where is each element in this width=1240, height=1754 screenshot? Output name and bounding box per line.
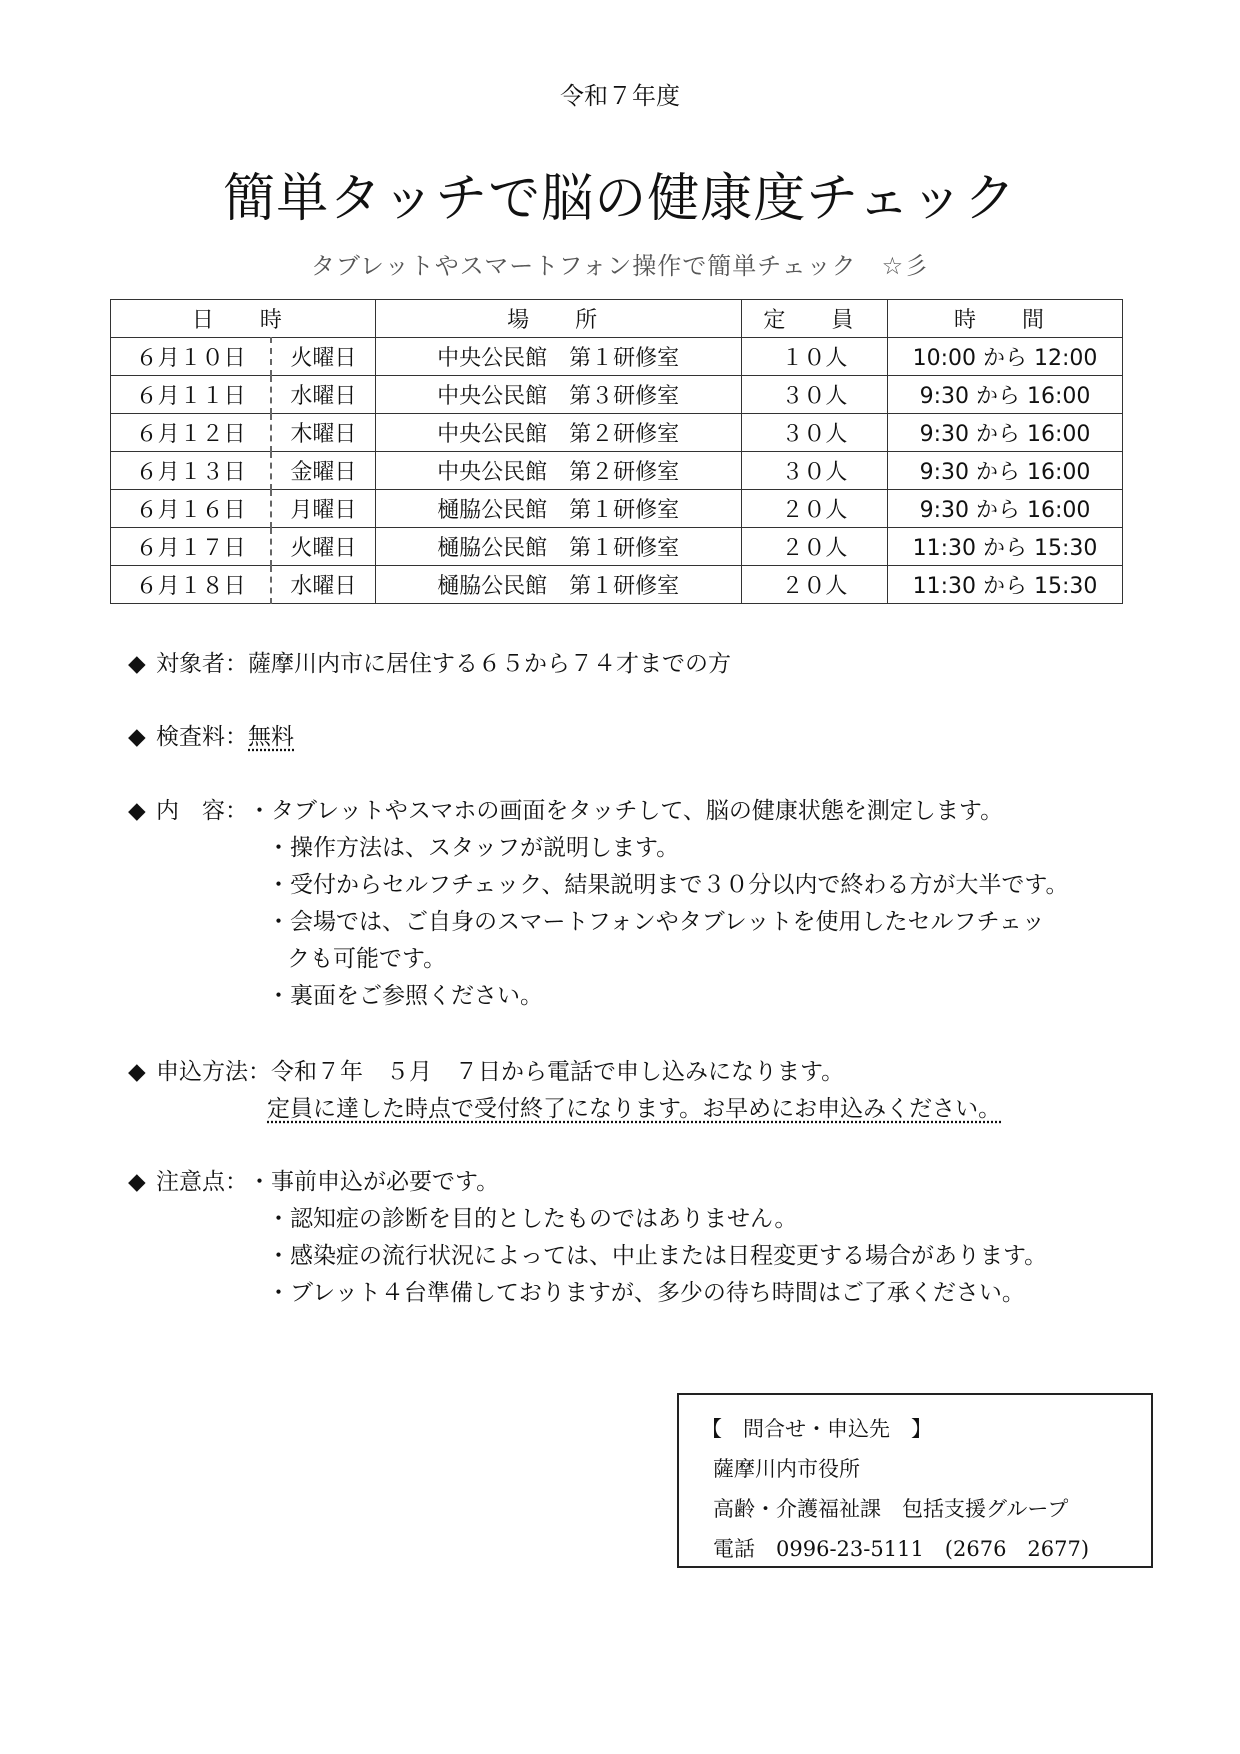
cell-capacity: ２０人 — [741, 566, 887, 604]
content-section — [128, 793, 1069, 1015]
cell-venue: 中央公民館 第３研修室 — [375, 376, 741, 414]
cell-day: 金曜日 — [271, 452, 375, 490]
cell-day: 火曜日 — [271, 528, 375, 566]
cell-venue: 中央公民館 第２研修室 — [375, 452, 741, 490]
target-text: 薩摩川内市に居住する６５から７４才までの方 — [248, 651, 731, 677]
cell-time: 9:30 から 16:00 — [888, 376, 1123, 414]
target-section — [128, 646, 731, 683]
cell-date: ６月１１日 — [111, 376, 272, 414]
fee-label: 検査料： — [156, 724, 248, 750]
page-title: 簡単タッチで脳の健康度チェック — [223, 169, 1017, 229]
cell-time: 10:00 から 12:00 — [888, 338, 1123, 376]
cell-day: 水曜日 — [271, 376, 375, 414]
notes-section — [128, 1164, 1047, 1312]
content-item: クも可能です。 — [287, 946, 447, 972]
application-section — [128, 1054, 1001, 1128]
table-row — [111, 376, 1123, 414]
fee-section — [128, 719, 294, 756]
cell-capacity: ３０人 — [741, 452, 887, 490]
header-time: 時 間 — [888, 300, 1123, 338]
content-item: ・裏面をご参照ください。 — [267, 983, 543, 1009]
cell-venue: 中央公民館 第１研修室 — [375, 338, 741, 376]
header-venue: 場 所 — [375, 300, 741, 338]
cell-date: ６月１６日 — [111, 490, 272, 528]
cell-venue: 樋脇公民館 第１研修室 — [375, 528, 741, 566]
table-row — [111, 338, 1123, 376]
cell-day: 水曜日 — [271, 566, 375, 604]
schedule-table — [110, 299, 1123, 604]
schedule-header-row — [111, 300, 1123, 338]
content-item: ・タブレットやスマホの画面をタッチして、脳の健康状態を測定します。 — [248, 798, 1004, 824]
table-row — [111, 528, 1123, 566]
notes-item: ・感染症の流行状況によっては、中止または日程変更する場合があります。 — [267, 1243, 1048, 1269]
cell-capacity: ２０人 — [741, 528, 887, 566]
page-subtitle: タブレットやスマートフォン操作で簡単チェック ☆彡 — [310, 252, 930, 280]
cell-capacity: ３０人 — [741, 376, 887, 414]
notes-item: ・認知症の診断を目的としたものではありません。 — [267, 1206, 798, 1232]
contact-phone: 電話 0996-23-5111 (2676 2677) — [713, 1537, 1090, 1561]
cell-date: ６月１３日 — [111, 452, 272, 490]
cell-time: 9:30 から 16:00 — [888, 414, 1123, 452]
application-note: 定員に達した時点で受付終了になります。お早めにお申込みください。 — [267, 1096, 1002, 1122]
cell-date: ６月１０日 — [111, 338, 272, 376]
cell-time: 9:30 から 16:00 — [888, 452, 1123, 490]
header-datetime: 日 時 — [111, 300, 376, 338]
content-item: ・受付からセルフチェック、結果説明まで３０分以内で終わる方が大半です。 — [267, 872, 1069, 898]
table-row — [111, 566, 1123, 604]
notes-label: 注意点： — [156, 1169, 248, 1195]
cell-day: 火曜日 — [271, 338, 375, 376]
table-row — [111, 414, 1123, 452]
cell-date: ６月１７日 — [111, 528, 272, 566]
notes-item: ・事前申込が必要です。 — [248, 1169, 500, 1195]
fiscal-year: 令和７年度 — [560, 82, 680, 110]
contact-org: 薩摩川内市役所 — [713, 1457, 860, 1481]
header-capacity: 定 員 — [741, 300, 887, 338]
diamond-bullet-icon: ◆ — [128, 1059, 146, 1085]
cell-date: ６月１２日 — [111, 414, 272, 452]
cell-capacity: ３０人 — [741, 414, 887, 452]
diamond-bullet-icon: ◆ — [128, 724, 146, 750]
fee-text: 無料 — [248, 724, 294, 750]
application-label: 申込方法： — [156, 1059, 271, 1085]
content-label: 内 容： — [156, 798, 248, 824]
cell-date: ６月１８日 — [111, 566, 272, 604]
content-item: ・操作方法は、スタッフが説明します。 — [267, 835, 680, 861]
cell-time: 11:30 から 15:30 — [888, 566, 1123, 604]
cell-venue: 中央公民館 第２研修室 — [375, 414, 741, 452]
cell-venue: 樋脇公民館 第１研修室 — [375, 490, 741, 528]
cell-venue: 樋脇公民館 第１研修室 — [375, 566, 741, 604]
diamond-bullet-icon: ◆ — [128, 651, 146, 677]
application-line: 令和７年 ５月 ７日から電話で申し込みになります。 — [271, 1059, 845, 1085]
cell-day: 月曜日 — [271, 490, 375, 528]
cell-time: 9:30 から 16:00 — [888, 490, 1123, 528]
cell-capacity: １０人 — [741, 338, 887, 376]
table-row — [111, 490, 1123, 528]
contact-dept: 高齢・介護福祉課 包括支援グループ — [713, 1497, 1069, 1521]
contact-box — [677, 1393, 1153, 1568]
cell-capacity: ２０人 — [741, 490, 887, 528]
notes-item: ・ブレット４台準備しておりますが、多少の待ち時間はご了承ください。 — [267, 1280, 1025, 1306]
cell-day: 木曜日 — [271, 414, 375, 452]
diamond-bullet-icon: ◆ — [128, 798, 146, 824]
diamond-bullet-icon: ◆ — [128, 1169, 146, 1195]
cell-time: 11:30 から 15:30 — [888, 528, 1123, 566]
target-label: 対象者： — [156, 651, 248, 677]
table-row — [111, 452, 1123, 490]
contact-heading: 【 問合せ・申込先 】 — [701, 1417, 932, 1441]
content-item: ・会場では、ご自身のスマートフォンやタブレットを使用したセルフチェッ — [267, 909, 1045, 935]
